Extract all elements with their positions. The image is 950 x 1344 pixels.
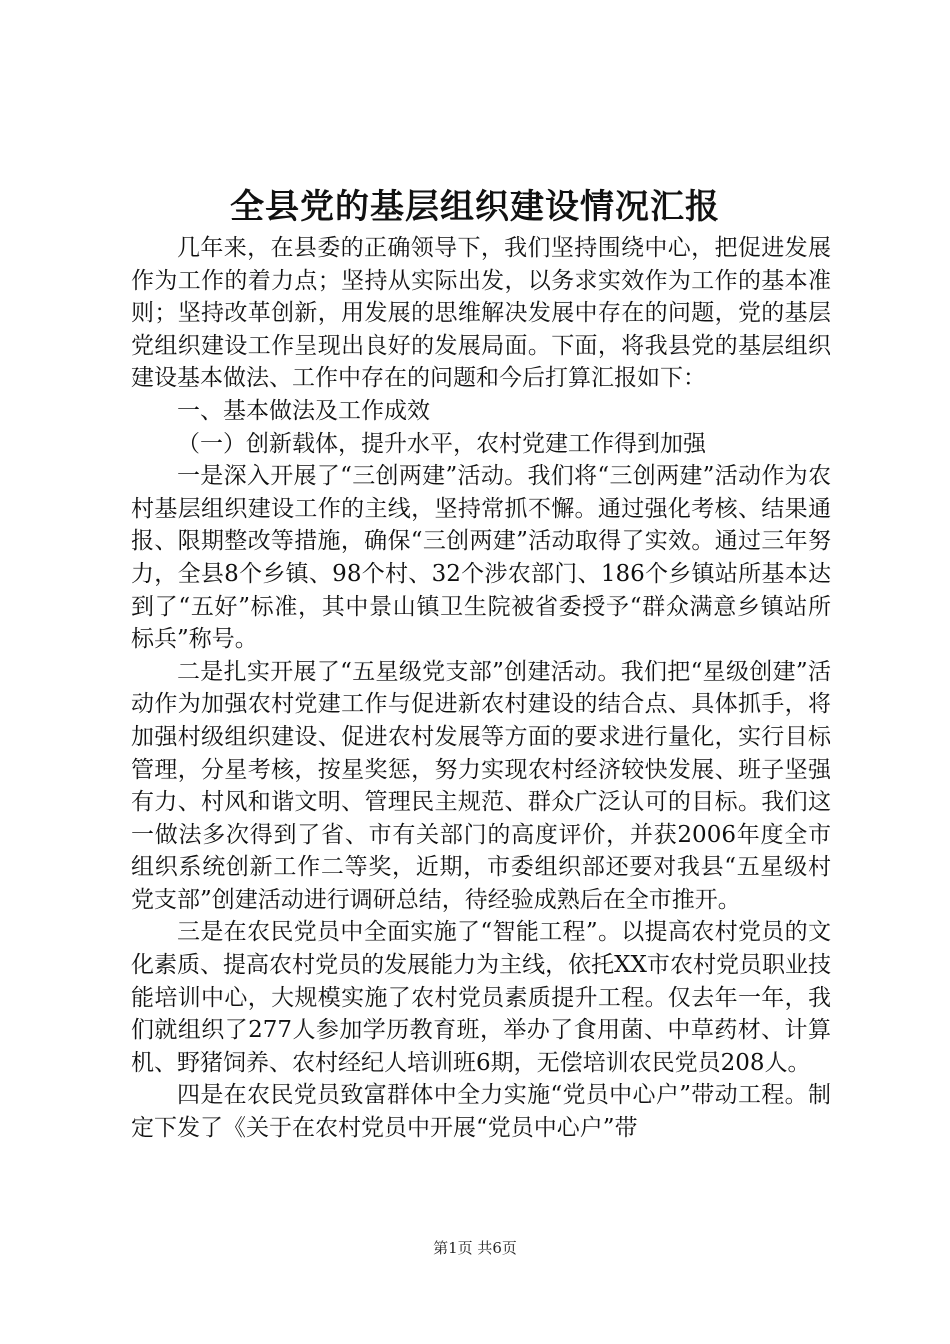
page-footer: 第1页 共6页 bbox=[433, 1239, 517, 1257]
paragraph-item-4: 四是在农民党员致富群体中全力实施“党员中心户”带动工程。制定下发了《关于在农村党员中开展“党员中心户”带 bbox=[131, 1082, 831, 1142]
section-heading: 一、基本做法及工作成效 bbox=[177, 397, 430, 424]
document-title: 全县党的基层组织建设情况汇报 bbox=[230, 187, 720, 227]
paragraph-item-3: 三是在农民党员中全面实施了“智能工程”。以提高农村党员的文化素质、提高农村党员的发展能力为主线，依托XX市农村党员职业技能培训中心，大规模实施了农村党员素质提升工程。仅去年一年，我们就组织了277人参加学历教育班，举办了食用菌、中草药材、计算机、野猪饲养、农村经纪人培训班6期，无偿培训农民党员208人。 bbox=[131, 919, 831, 1076]
paragraph-intro: 几年来，在县委的正确领导下，我们坚持围绕中心，把促进发展作为工作的着力点；坚持从实际出发，以务求实效作为工作的基本准则；坚持改革创新，用发展的思维解决发展中存在的问题，党的基层党组织建设工作呈现出良好的发展局面。下面，将我县党的基层组织建设基本做法、工作中存在的问题和今后打算汇报如下： bbox=[131, 235, 831, 392]
paragraph-item-2: 二是扎实开展了“五星级党支部”创建活动。我们把“星级创建”活动作为加强农村党建工作与促进新农村建设的结合点、具体抓手，将加强村级组织建设、促进农村发展等方面的要求进行量化，实行目标管理，分星考核，按星奖惩，努力实现农村经济较快发展、班子坚强有力、村风和谐文明、管理民主规范、群众广泛认可的目标。我们这一做法多次得到了省、市有关部门的高度评价，并获2006年度全市组织系统创新工作二等奖，近期，市委组织部还要对我县“五星级村党支部”创建活动进行调研总结，待经验成熟后在全市推开。 bbox=[131, 658, 831, 913]
subsection-heading: （一）创新载体，提升水平，农村党建工作得到加强 bbox=[177, 430, 706, 457]
document-body bbox=[131, 232, 831, 1145]
paragraph-item-1: 一是深入开展了“三创两建”活动。我们将“三创两建”活动作为农村基层组织建设工作的主线，坚持常抓不懈。通过强化考核、结果通报、限期整改等措施，确保“三创两建”活动取得了实效。通过三年努力，全县8个乡镇、98个村、32个涉农部门、186个乡镇站所基本达到了“五好”标准，其中景山镇卫生院被省委授予“群众满意乡镇站所标兵”称号。 bbox=[131, 463, 831, 653]
